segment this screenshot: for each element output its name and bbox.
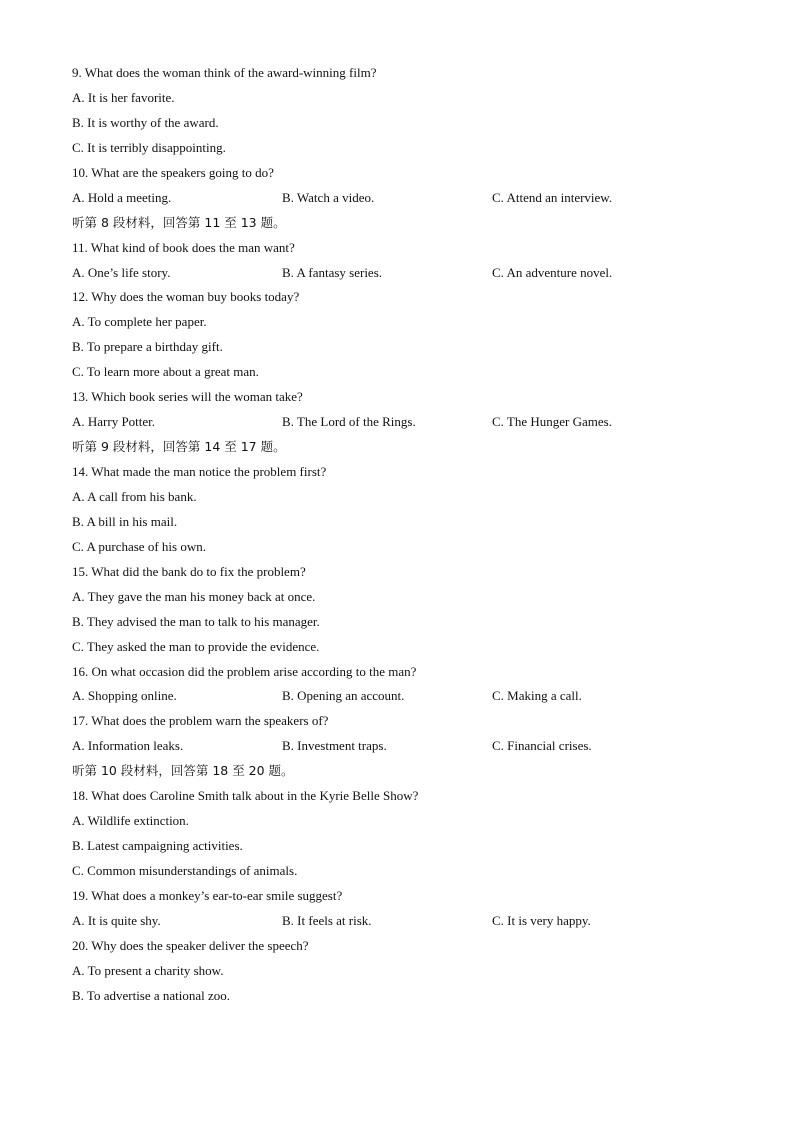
option-12c: C. To learn more about a great man. bbox=[72, 364, 259, 380]
question-20: 20. Why does the speaker deliver the speech? bbox=[72, 937, 309, 953]
option-17a: A. Information leaks. bbox=[72, 738, 184, 754]
option-9c: C. It is terribly disappointing. bbox=[72, 139, 226, 155]
document-page bbox=[72, 63, 732, 1011]
option-20a: A. To present a charity show. bbox=[72, 962, 224, 978]
question-12: 12. Why does the woman buy books today? bbox=[72, 289, 300, 305]
option-9b: B. It is worthy of the award. bbox=[72, 114, 219, 130]
option-14c: C. A purchase of his own. bbox=[72, 538, 206, 554]
section-heading-9: 听第 9 段材料，回答第 14 至 17 题。 bbox=[72, 439, 286, 455]
option-13b: B. The Lord of the Rings. bbox=[282, 414, 416, 430]
option-12b: B. To prepare a birthday gift. bbox=[72, 339, 223, 355]
option-19a: A. It is quite shy. bbox=[72, 912, 161, 928]
option-13c: C. The Hunger Games. bbox=[492, 414, 612, 430]
question-14: 14. What made the man notice the problem first? bbox=[72, 464, 327, 479]
section-heading-10: 听第 10 段材料，回答第 18 至 20 题。 bbox=[72, 763, 294, 779]
option-15b: B. They advised the man to talk to his manager. bbox=[72, 613, 320, 629]
option-19c: C. It is very happy. bbox=[492, 912, 591, 928]
question-15: 15. What did the bank do to fix the problem? bbox=[72, 563, 306, 579]
option-11b: B. A fantasy series. bbox=[282, 264, 383, 280]
option-9a: A. It is her favorite. bbox=[72, 89, 175, 105]
question-10: 10. What are the speakers going to do? bbox=[72, 164, 274, 180]
option-11c: C. An adventure novel. bbox=[492, 264, 613, 280]
question-13: 13. Which book series will the woman take? bbox=[72, 389, 303, 405]
option-17b: B. Investment traps. bbox=[282, 738, 387, 754]
option-10b: B. Watch a video. bbox=[282, 189, 375, 205]
question-19: 19. What does a monkey’s ear-to-ear smile suggest? bbox=[72, 887, 343, 903]
option-17c: C. Financial crises. bbox=[492, 738, 592, 754]
question-17: 17. What does the problem warn the speakers of? bbox=[72, 713, 329, 729]
option-12a: A. To complete her paper. bbox=[72, 314, 207, 330]
option-11a: A. One’s life story. bbox=[72, 264, 171, 280]
options-row-16 bbox=[72, 686, 732, 711]
option-15c: C. They asked the man to provide the evidence. bbox=[72, 638, 320, 654]
option-14b: B. A bill in his mail. bbox=[72, 513, 178, 529]
option-18c: C. Common misunderstandings of animals. bbox=[72, 863, 298, 878]
options-row-13 bbox=[72, 412, 732, 437]
option-18a: A. Wildlife extinction. bbox=[72, 813, 189, 829]
question-16: 16. On what occasion did the problem arise according to the man? bbox=[72, 663, 417, 679]
options-row-10 bbox=[72, 188, 732, 213]
option-13a: A. Harry Potter. bbox=[72, 414, 156, 430]
option-19b: B. It feels at risk. bbox=[282, 912, 372, 928]
options-row-19 bbox=[72, 911, 732, 936]
question-11: 11. What kind of book does the man want? bbox=[72, 239, 295, 255]
option-10c: C. Attend an interview. bbox=[492, 189, 613, 205]
option-16b: B. Opening an account. bbox=[282, 688, 405, 704]
section-heading-8: 听第 8 段材料，回答第 11 至 13 题。 bbox=[72, 214, 286, 230]
question-18: 18. What does Caroline Smith talk about in the Kyrie Belle Show? bbox=[72, 788, 419, 804]
option-14a: A. A call from his bank. bbox=[72, 488, 197, 504]
options-row-11 bbox=[72, 263, 732, 288]
option-15a: A. They gave the man his money back at once. bbox=[72, 588, 316, 604]
option-16c: C. Making a call. bbox=[492, 688, 582, 704]
option-18b: B. Latest campaigning activities. bbox=[72, 838, 243, 854]
option-10a: A. Hold a meeting. bbox=[72, 189, 172, 205]
question-9: 9. What does the woman think of the award-winning film? bbox=[72, 65, 377, 80]
options-row-17 bbox=[72, 736, 732, 761]
option-20b: B. To advertise a national zoo. bbox=[72, 987, 231, 1003]
option-16a: A. Shopping online. bbox=[72, 688, 177, 704]
